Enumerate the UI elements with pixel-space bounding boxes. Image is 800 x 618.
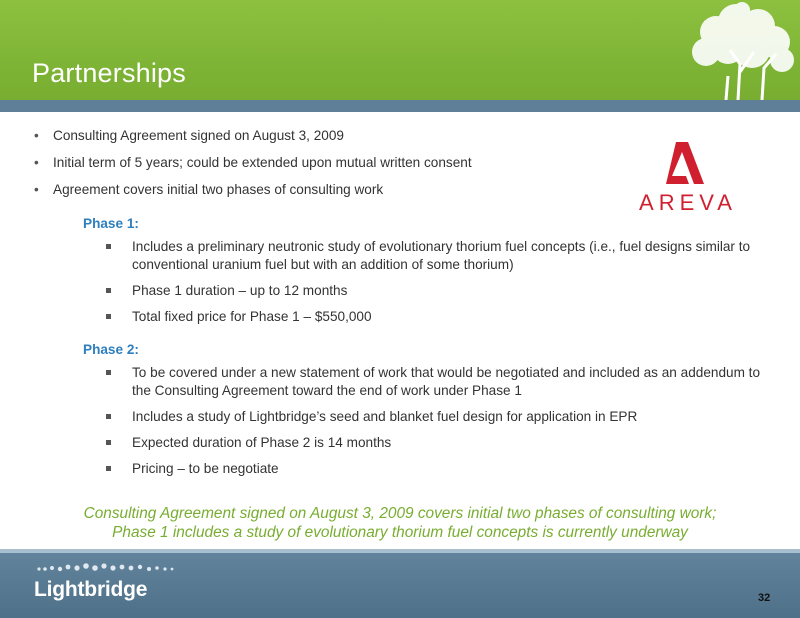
page-number: 32 (758, 592, 771, 604)
lightbridge-logo: Lightbridge (34, 578, 148, 601)
areva-logo (628, 134, 748, 224)
summary-line-2: Phase 1 includes a study of evolutionary thorium fuel concepts is currently underway (112, 524, 688, 541)
list-item: Expected duration of Phase 2 is 14 months (106, 434, 766, 452)
list-item: • Agreement covers initial two phases of consulting work (34, 182, 384, 197)
list-item: Pricing – to be negotiate (106, 460, 766, 478)
list-item: Includes a preliminary neutronic study of evolutionary thorium fuel concepts (i.e., fuel designs similar to conventional uranium fuel but with an addition of some thorium) (106, 238, 766, 274)
list-item: To be covered under a new statement of work that would be negotiated and included as an addendum to the Consulting Agreement toward the end of work under Phase 1 (106, 364, 766, 400)
tree-icon (686, 2, 798, 100)
list-item: • Initial term of 5 years; could be extended upon mutual written consent (34, 155, 472, 170)
areva-wordmark: AREVA (639, 190, 737, 215)
header-stripe (0, 100, 800, 112)
phase1-list (106, 238, 766, 334)
summary-statement (20, 504, 780, 542)
lightbridge-dots-icon (36, 560, 196, 576)
main-bullets (32, 127, 612, 208)
phase2-list (106, 364, 766, 486)
summary-line-1: Consulting Agreement signed on August 3, 2009 covers initial two phases of consulting work; (83, 505, 717, 522)
list-item: Phase 1 duration – up to 12 months (106, 282, 766, 300)
list-item: Total fixed price for Phase 1 – $550,000 (106, 308, 766, 326)
phase2-heading: Phase 2: (83, 342, 139, 357)
list-item: • Consulting Agreement signed on August 3, 2009 (34, 128, 344, 143)
list-item: Includes a study of Lightbridge’s seed and blanket fuel design for application in EPR (106, 408, 766, 426)
page-title: Partnerships (32, 58, 186, 88)
phase1-heading: Phase 1: (83, 216, 139, 231)
